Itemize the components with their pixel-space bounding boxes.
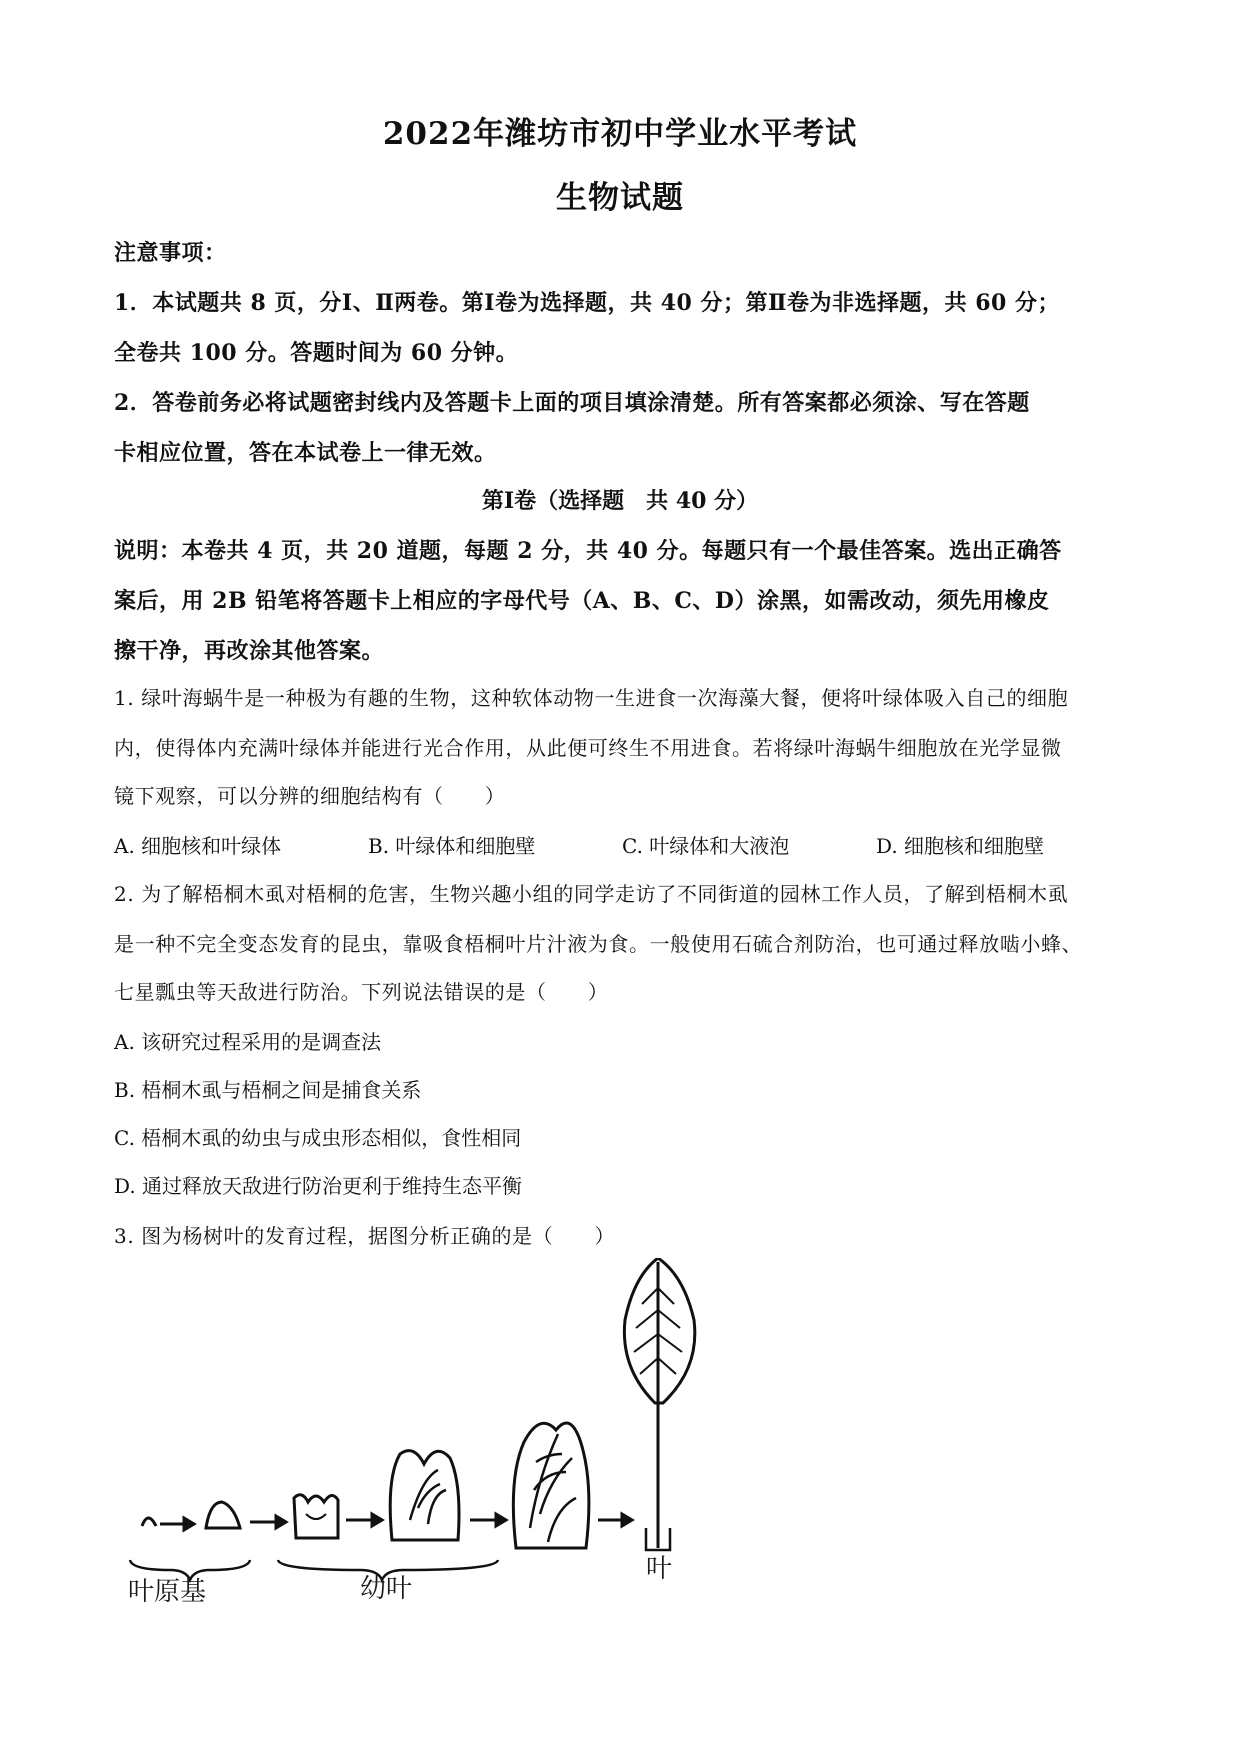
q1-option-c: C. 叶绿体和大液泡	[622, 834, 790, 858]
arrow-icon	[598, 1514, 632, 1526]
young-leaf-stage2	[390, 1451, 459, 1540]
notice-item2-line2: 卡相应位置，答在本试卷上一律无效。	[114, 440, 497, 466]
q3-stem-line1: 3. 图为杨树叶的发育过程，据图分析正确的是（ ）	[114, 1224, 616, 1248]
arrow-icon	[346, 1514, 382, 1526]
arrow-icon	[470, 1514, 506, 1526]
section-desc-line2: 案后，用 2B 铅笔将答题卡上相应的字母代号（A、B、C、D）涂黑，如需改动，须先用橡皮	[114, 588, 1050, 614]
q1-option-d: D. 细胞核和细胞壁	[876, 834, 1045, 858]
leaf-development-figure	[110, 1258, 730, 1607]
label-young-leaf: 幼叶	[360, 1574, 413, 1604]
label-leaf: 叶	[646, 1554, 673, 1584]
q2-option-c: C. 梧桐木虱的幼虫与成虫形态相似，食性相同	[114, 1126, 522, 1150]
exam-subtitle: 生物试题	[556, 180, 684, 216]
notice-item1-line1: 1．本试题共 8 页，分Ⅰ、Ⅱ两卷。第Ⅰ卷为选择题，共 40 分；第Ⅱ卷为非选择题，共 60 分；	[114, 290, 1060, 316]
exam-title: 2022年潍坊市初中学业水平考试	[382, 116, 858, 152]
leaf-development-diagram	[110, 1258, 730, 1603]
q2-stem-line2: 是一种不完全变态发育的昆虫，靠吸食梧桐叶片汁液为食。一般使用石硫合剂防治，也可通过释放啮小蜂、	[114, 932, 1083, 956]
q1-option-a: A. 细胞核和叶绿体	[114, 834, 282, 858]
notice-heading: 注意事项：	[114, 240, 227, 266]
q2-option-d: D. 通过释放天敌进行防治更利于维持生态平衡	[114, 1174, 523, 1198]
arrow-icon	[160, 1518, 194, 1530]
section-desc-line1: 说明：本卷共 4 页，共 20 道题，每题 2 分，共 40 分。每题只有一个最佳答案。选出正确答	[114, 538, 1062, 564]
notice-item2-line1: 2．答卷前务必将试题密封线内及答题卡上面的项目填涂清楚。所有答案都必须涂、写在答题	[114, 390, 1030, 416]
q2-stem-line3: 七星瓢虫等天敌进行防治。下列说法错误的是（ ）	[114, 980, 609, 1004]
q1-stem-line3: 镜下观察，可以分辨的细胞结构有（ ）	[114, 784, 506, 808]
young-leaf-stage3	[513, 1423, 589, 1548]
q2-option-a: A. 该研究过程采用的是调查法	[114, 1030, 382, 1054]
notice-item1-line2: 全卷共 100 分。答题时间为 60 分钟。	[114, 340, 519, 366]
leaf-primordium-small	[142, 1518, 156, 1526]
leaf-primordium-large	[206, 1502, 240, 1528]
young-leaf-stage1	[294, 1495, 338, 1538]
section-desc-line3: 擦干净，再改涂其他答案。	[114, 638, 385, 664]
q2-option-b: B. 梧桐木虱与梧桐之间是捕食关系	[114, 1078, 422, 1102]
q1-stem-line1: 1. 绿叶海蜗牛是一种极为有趣的生物，这种软体动物一生进食一次海藻大餐，便将叶绿体吸入自己的细胞	[114, 686, 1069, 710]
mature-leaf	[624, 1258, 694, 1550]
q1-stem-line2: 内，使得体内充满叶绿体并能进行光合作用，从此便可终生不用进食。若将绿叶海蜗牛细胞放在光学显微	[114, 736, 1062, 760]
q1-option-b: B. 叶绿体和细胞壁	[368, 834, 536, 858]
arrow-icon	[250, 1516, 286, 1528]
section-title: 第Ⅰ卷（选择题 共 40 分）	[481, 488, 759, 514]
q2-stem-line1: 2. 为了解梧桐木虱对梧桐的危害，生物兴趣小组的同学走访了不同街道的园林工作人员，了解到梧桐木虱	[114, 882, 1069, 906]
label-leaf-primordium: 叶原基	[128, 1577, 207, 1607]
